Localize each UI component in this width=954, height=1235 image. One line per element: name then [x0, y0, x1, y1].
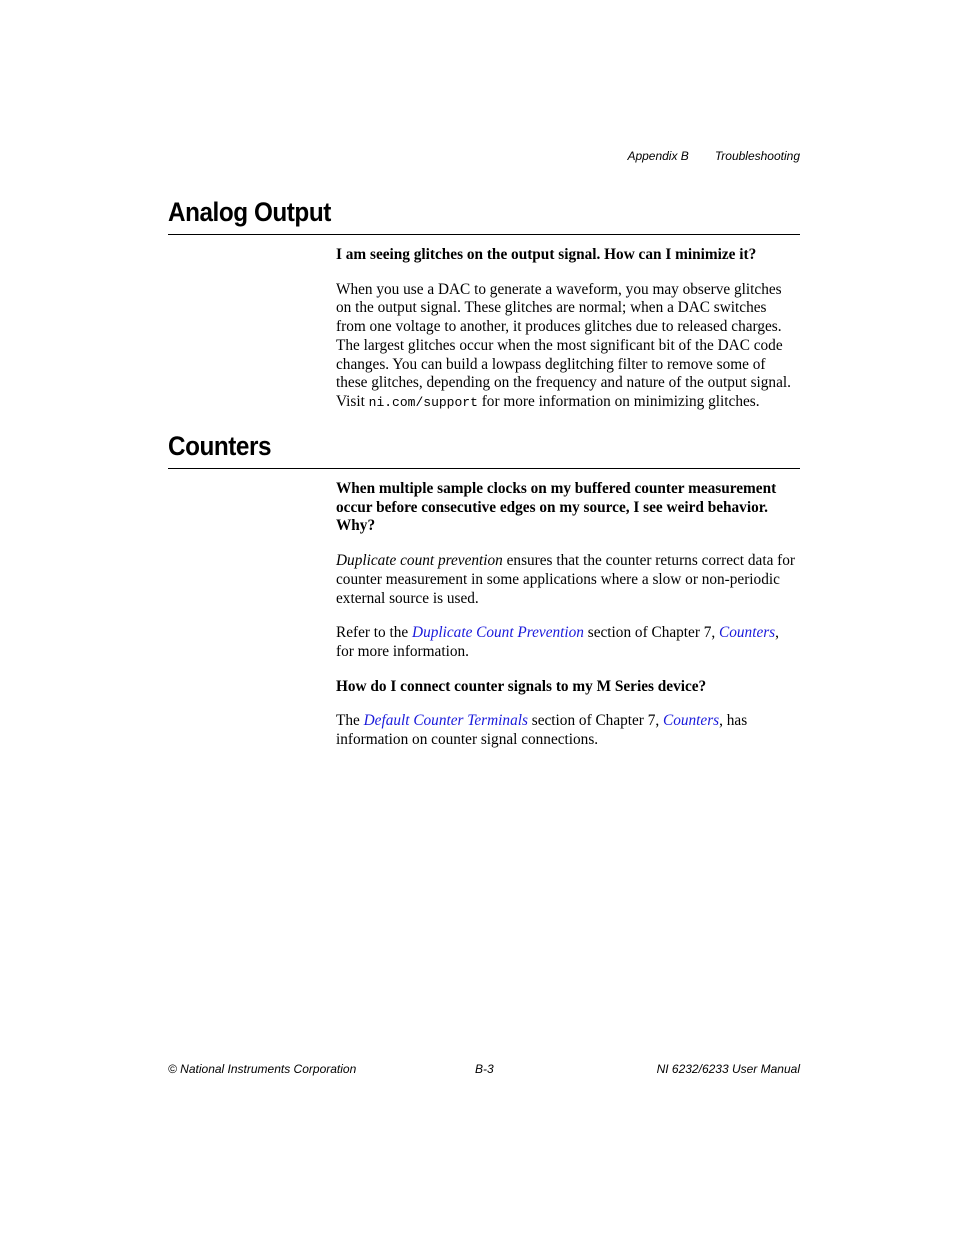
link-counters-chapter[interactable]: Counters — [663, 712, 720, 730]
answer-text: ensures that the counter returns correct data for counter measurement in some applications where a slow or non-periodic external source is used. — [336, 552, 796, 607]
heading-rule — [168, 234, 800, 235]
analog-output-body — [336, 246, 800, 413]
question-glitches: I am seeing glitches on the output signal. How can I minimize it? — [336, 246, 757, 263]
refer-text: , for more information. — [336, 624, 779, 660]
answer-text-end: for more information on minimizing glitches. — [477, 392, 760, 410]
answer-text: section of Chapter 7, — [527, 712, 664, 730]
answer-text: , has information on counter signal connections. — [336, 712, 748, 749]
refer-paragraph — [336, 624, 800, 661]
running-header — [627, 149, 800, 163]
header-chapter: Troubleshooting — [714, 149, 800, 163]
heading-rule — [168, 468, 800, 469]
answer-text: When you use a DAC to generate a waveform, you may observe glitches on the output signal. These glitches are normal; when a DAC switches from one voltage to another, it produces glitches due to released charges. The largest glitches occur when the most significant bit of the DAC code changes. You can build a lowpass deglitching filter to remove some of these glitches, depending on the frequency and nature of the output signal. Visit — [336, 280, 791, 410]
footer-manual-title: NI 6232/6233 User Manual — [656, 1062, 800, 1076]
link-duplicate-count-prevention[interactable]: Duplicate Count Prevention — [412, 624, 584, 642]
question-connect-signals: How do I connect counter signals to my M Series device? — [336, 677, 707, 695]
heading-counters: Counters — [168, 431, 272, 461]
answer-connect-signals — [336, 712, 800, 749]
answer-duplicate-count — [336, 552, 800, 608]
link-counters-chapter[interactable]: Counters — [719, 624, 776, 642]
refer-text: Refer to the — [336, 624, 413, 642]
footer-page-number: B-3 — [475, 1062, 494, 1076]
support-url[interactable]: ni.com/support — [368, 394, 478, 410]
refer-text: section of Chapter 7, — [583, 624, 720, 642]
counters-body — [336, 480, 800, 750]
answer-text: The — [336, 712, 364, 730]
heading-analog-output: Analog Output — [168, 197, 331, 227]
link-default-counter-terminals[interactable]: Default Counter Terminals — [363, 712, 528, 730]
answer-glitches — [336, 281, 800, 413]
term-duplicate-count: Duplicate count prevention — [336, 552, 503, 570]
question-sample-clocks: When multiple sample clocks on my buffered counter measurement occur before consecutive edges on my source, I see weird behavior. Why? — [336, 480, 777, 535]
header-appendix: Appendix B — [627, 149, 689, 163]
footer-copyright: © National Instruments Corporation — [168, 1062, 357, 1076]
